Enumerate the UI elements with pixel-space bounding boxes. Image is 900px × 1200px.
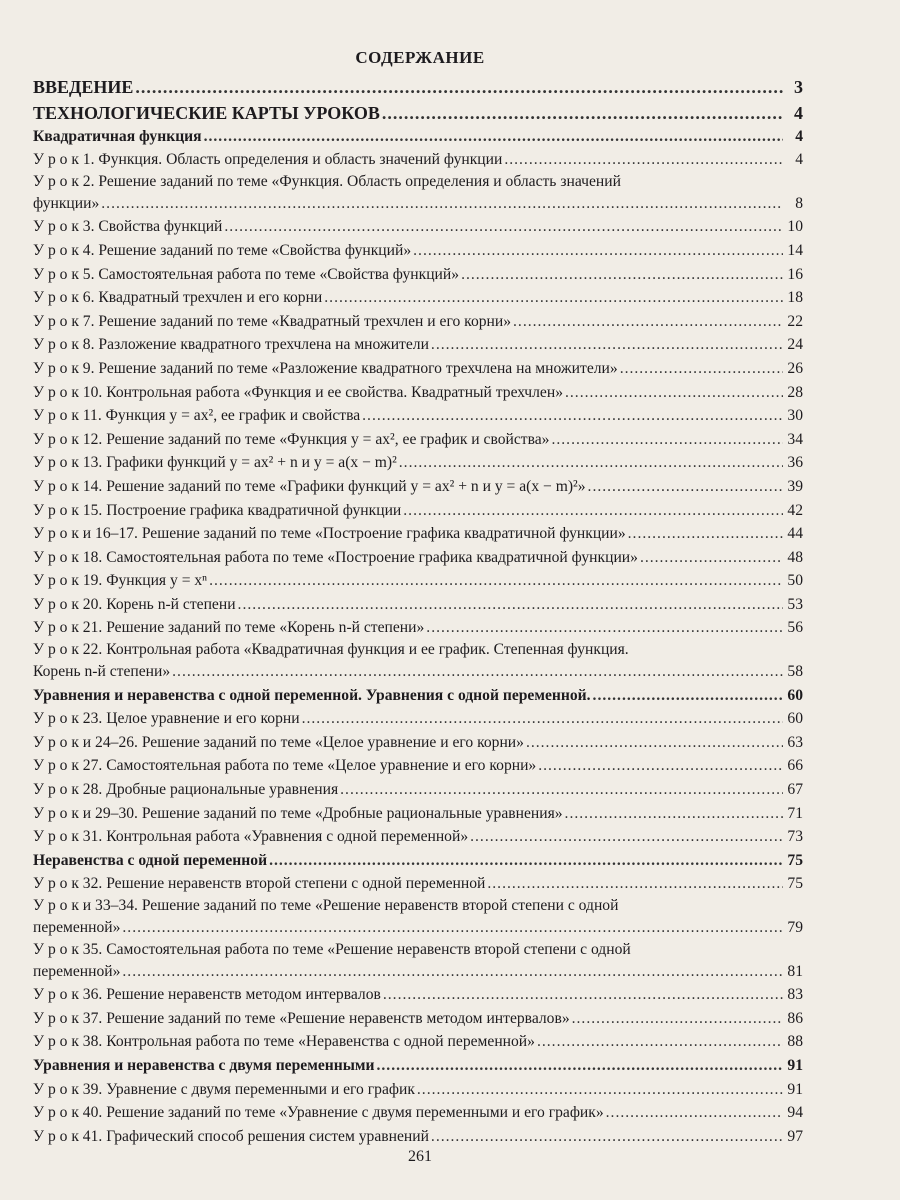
toc-entry-text: У р о к 5. Самостоятельная работа по теме «Свойства функций» [33,265,460,283]
dot-leader [238,596,783,614]
toc-page-number: 22 [787,312,803,330]
toc-page-number: 83 [787,986,803,1004]
toc-entry-text: У р о к 19. Функция y = xⁿ [33,572,208,590]
toc-entry [33,378,803,402]
toc-entry-text: переменной» [33,962,121,980]
toc-entry [33,543,803,567]
toc-entry [33,331,803,355]
toc-page-number: 75 [787,851,803,869]
toc-section-heading [33,846,803,870]
toc-page-number: 73 [787,828,803,846]
toc-page-number: 88 [787,1033,803,1051]
toc-page-number: 79 [787,919,803,936]
toc-entry [33,260,803,284]
toc-entry-text: У р о к 35. Самостоятельная работа по теме «Решение неравенств второй степени с одной [33,941,631,958]
dot-leader [135,78,783,96]
dot-leader [324,289,783,307]
toc-entry-text: У р о к 21. Решение заданий по теме «Корень n-й степени» [33,619,425,637]
toc-entry [33,236,803,260]
page-number: 261 [408,1148,432,1165]
dot-leader [209,572,783,590]
toc-entry-text: У р о к 13. Графики функций y = ax² + n и y = a(x − m)² [33,454,397,472]
toc-page-number: 30 [787,407,803,425]
toc-page-number: 16 [787,265,803,283]
dot-leader [302,710,783,728]
dot-leader [340,781,783,799]
dot-leader [417,1081,783,1099]
toc-page-number: 18 [787,289,803,307]
dot-leader [620,360,783,378]
dot-leader [461,266,783,284]
toc-entry-text: У р о к 10. Контрольная работа «Функция и ее свойства. Квадратный трехчлен» [33,383,563,401]
dot-leader [513,313,783,331]
toc-page-number: 91 [787,1080,803,1098]
dot-leader [640,549,783,567]
dot-leader [122,919,783,937]
toc-page-number: 48 [787,548,803,566]
toc-entry [33,981,803,1005]
toc-entry-text: У р о к 23. Целое уравнение и его корни [33,710,300,728]
toc-entry-text: У р о к 15. Построение графика квадратичной функции [33,501,402,519]
dot-leader [526,734,783,752]
toc-page-number: 24 [787,336,803,354]
toc-entry [33,590,803,614]
toc-page-number: 4 [794,103,803,123]
dot-leader [538,757,783,775]
toc-entry [33,799,803,823]
toc-page-number: 67 [787,781,803,799]
toc-page-number: 50 [787,572,803,590]
toc-entry-text: У р о к 38. Контрольная работа по теме «Неравенства с одной переменной» [33,1033,535,1051]
toc-entry-text: У р о к 1. Функция. Область определения и область значений функции [33,151,503,169]
dot-leader [399,454,783,472]
toc-entry [33,915,803,937]
toc-entry-text: У р о к 31. Контрольная работа «Уравнения с одной переменной» [33,828,469,846]
toc-entry [33,191,803,213]
toc-page-number: 10 [787,218,803,236]
toc-entry [33,1099,803,1123]
toc-entry-text: У р о к 27. Самостоятельная работа по теме «Целое уравнение и его корни» [33,757,537,775]
toc-entry [33,284,803,308]
dot-leader [487,875,783,893]
dot-leader [593,687,783,705]
toc-page-number: 58 [787,663,803,681]
toc-page-number: 4 [795,127,803,145]
toc-entry [33,937,803,959]
toc-entry [33,1122,803,1146]
toc-entry [33,775,803,799]
toc-entry-text: У р о к 20. Корень n-й степени [33,595,236,613]
toc-entry [33,959,803,981]
toc-entry-text: У р о к 8. Разложение квадратного трехчлена на множители [33,336,429,354]
dot-leader [426,619,783,637]
toc-entry-text: У р о к и 29–30. Решение заданий по теме «Дробные рациональные уравнения» [33,804,563,822]
toc-entry-text: У р о к и 33–34. Решение заданий по теме «Решение неравенств второй степени с одной [33,897,619,915]
toc-entry-text: У р о к 36. Решение неравенств методом интервалов [33,986,381,1004]
toc-entry-text: У р о к 22. Контрольная работа «Квадратичная функция и ее график. Степенная функция. [33,641,629,659]
toc-entry-text: У р о к 3. Свойства функций [33,218,223,236]
dot-leader [504,151,783,169]
toc-entry-text: ВВЕДЕНИЕ [33,77,134,97]
toc-entry-text: У р о к 39. Уравнение с двумя переменными и его график [33,1080,415,1098]
toc-entry-text: функции» [33,194,100,212]
toc-page-number: 14 [787,241,803,259]
dot-leader [172,663,783,681]
toc-entry-text: У р о к 7. Решение заданий по теме «Квадратный трехчлен и его корни» [33,312,512,330]
dot-leader [362,407,783,425]
dot-leader [431,336,783,354]
toc-page-number: 42 [787,501,803,519]
toc-section-heading [33,681,803,705]
dot-leader [565,805,783,823]
toc-entry [33,637,803,659]
toc-page-number: 8 [795,194,803,212]
toc-entry [33,1028,803,1052]
toc-entry-text: У р о к 4. Решение заданий по теме «Свойства функций» [33,241,412,259]
toc-entry [33,472,803,496]
dot-leader [204,128,783,146]
dot-leader [470,828,783,846]
toc-entry-text: У р о к 32. Решение неравенств второй степени с одной переменной [33,875,486,893]
toc-entry-text: У р о к 9. Решение заданий по теме «Разложение квадратного трехчлена на множители» [33,359,618,377]
dot-leader [269,852,783,870]
toc-entry-text: У р о к 2. Решение заданий по теме «Функция. Область определения и область значений [33,173,621,191]
toc-entry-text: У р о к 37. Решение заданий по теме «Решение неравенств методом интервалов» [33,1009,570,1027]
toc-section-heading [33,96,803,122]
toc-page-number: 36 [787,454,803,472]
toc-page-number: 94 [787,1104,803,1122]
toc-entry [33,496,803,520]
toc-entry [33,402,803,426]
dot-leader [551,431,783,449]
toc-page-number: 81 [787,962,803,980]
toc-page-number: 75 [787,875,803,893]
dot-leader [224,218,783,236]
toc-entry-text: Квадратичная функция [33,127,202,145]
toc-section-heading [33,70,803,96]
toc-entry-text: У р о к 14. Решение заданий по теме «Графики функций y = ax² + n и y = a(x − m)²» [33,477,586,495]
toc-entry [33,705,803,729]
table-of-contents [33,70,803,1146]
dot-leader [572,1010,783,1028]
toc-entry [33,870,803,894]
toc-page-number: 34 [787,430,803,448]
toc-entry [33,520,803,544]
toc-page-number: 97 [787,1127,803,1145]
toc-entry [33,449,803,473]
toc-entry [33,213,803,237]
toc-entry-text: У р о к и 24–26. Решение заданий по теме «Целое уравнение и его корни» [33,733,524,751]
toc-entry [33,823,803,847]
toc-page-number: 26 [787,359,803,377]
toc-page-number: 3 [794,77,803,97]
dot-leader [431,1128,783,1146]
dot-leader [588,478,783,496]
toc-section-heading [33,122,803,146]
dot-leader [413,242,783,260]
toc-entry-text: ТЕХНОЛОГИЧЕСКИЕ КАРТЫ УРОКОВ [33,103,380,123]
toc-entry-text: У р о к 11. Функция y = ax², ее график и свойства [33,407,361,425]
toc-entry [33,893,803,915]
toc-page-number: 44 [787,525,803,543]
toc-entry [33,659,803,681]
toc-entry [33,1004,803,1028]
toc-entry-text: Уравнения и неравенства с одной переменной. Уравнения с одной переменной. [33,686,591,704]
toc-entry-text: У р о к 40. Решение заданий по теме «Уравнение с двумя переменными и его график» [33,1104,604,1122]
toc-page-number: 66 [787,757,803,775]
dot-leader [122,963,783,981]
toc-entry [33,567,803,591]
dot-leader [565,384,783,402]
toc-entry [33,1075,803,1099]
toc-entry [33,425,803,449]
toc-entry [33,614,803,638]
toc-page-number: 39 [787,477,803,495]
dot-leader [403,502,783,520]
toc-page-number: 71 [787,804,803,822]
toc-page-number: 60 [787,686,803,704]
toc-entry [33,354,803,378]
dot-leader [382,104,783,122]
toc-entry-text: переменной» [33,919,121,936]
toc-page-number: 60 [787,710,803,728]
toc-entry-text: У р о к и 16–17. Решение заданий по теме «Построение графика квадратичной функции» [33,525,626,543]
dot-leader [606,1104,783,1122]
toc-entry-text: У р о к 12. Решение заданий по теме «Функция y = ax², ее график и свойства» [33,430,550,448]
toc-entry-text: У р о к 41. Графический способ решения систем уравнений [33,1127,429,1145]
page-title: СОДЕРЖАНИЕ [355,48,485,67]
dot-leader [628,525,783,543]
toc-entry-text: Корень n-й степени» [33,663,171,681]
dot-leader [383,986,783,1004]
toc-page-number: 28 [787,383,803,401]
toc-entry [33,728,803,752]
toc-page-number: 53 [787,595,803,613]
toc-page-number: 86 [787,1009,803,1027]
toc-entry-text: Неравенства с одной переменной [33,851,268,869]
toc-page-number: 4 [795,151,803,169]
dot-leader [537,1033,783,1051]
toc-page-number: 56 [787,619,803,637]
toc-page-number: 63 [787,733,803,751]
toc-entry [33,307,803,331]
toc-page-number: 91 [787,1056,803,1074]
dot-leader [377,1057,784,1075]
toc-entry [33,169,803,191]
toc-entry-text: Уравнения и неравенства с двумя переменными [33,1056,375,1074]
toc-entry [33,146,803,170]
dot-leader [101,195,783,213]
toc-section-heading [33,1051,803,1075]
toc-entry-text: У р о к 6. Квадратный трехчлен и его корни [33,289,323,307]
toc-entry [33,752,803,776]
toc-entry-text: У р о к 28. Дробные рациональные уравнения [33,781,339,799]
toc-entry-text: У р о к 18. Самостоятельная работа по теме «Построение графика квадратичной функции» [33,548,638,566]
